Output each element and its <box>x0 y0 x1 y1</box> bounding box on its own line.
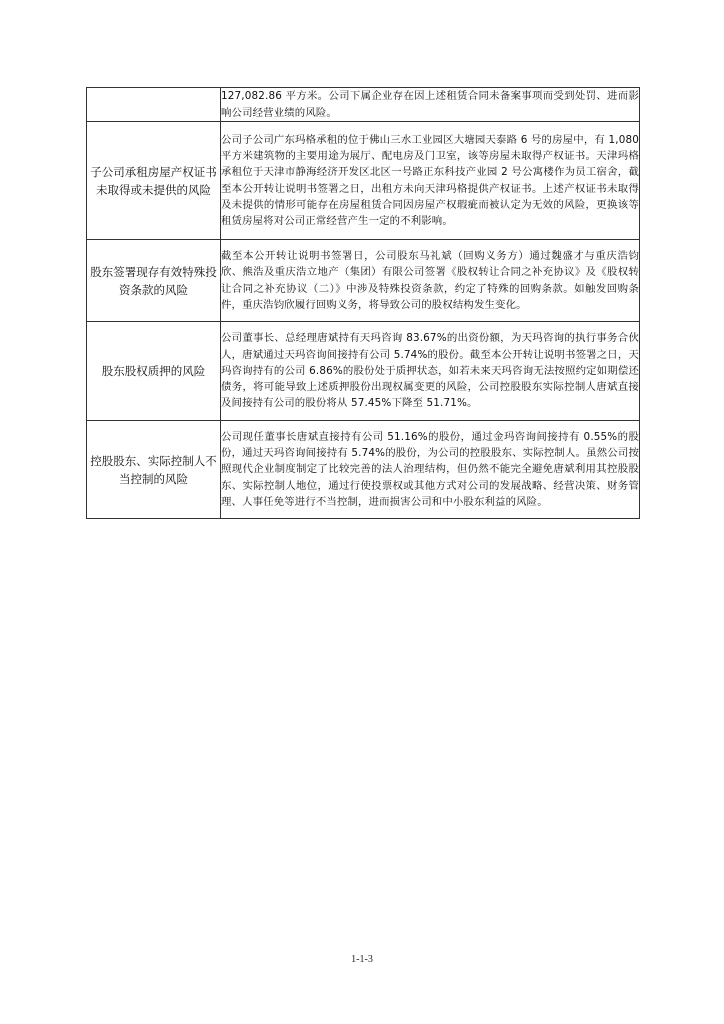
risk-name-cell: 股东签署现存有效特殊投资条款的风险 <box>87 240 221 322</box>
risk-name-cell: 子公司承租房屋产权证书未取得或未提供的风险 <box>87 122 221 240</box>
risk-description-cell: 公司董事长、总经理唐斌持有天玛咨询 83.67%的出资份额，为天玛咨询的执行事务合伙人，唐斌通过天玛咨询间接持有公司 5.74%的股份。截至本公开转让说明书签署之日，天玛咨询持有的公司 6.86%的股份处于质押状态，如若未来天玛咨询无法按照约定如期偿还债务，将可能导致上述质押股份出现权属变更的风险，公司控股股东实际控制人唐斌直接及间接持有公司的股份将从 57.45%下降至 51.71%。 <box>221 322 640 421</box>
risk-description-cell: 公司子公司广东玛格承租的位于佛山三水工业园区大塘园天泰路 6 号的房屋中，有 1,080 平方米建筑物的主要用途为展厅、配电房及门卫室，该等房屋未取得产权证书。天津玛格承租位于天津市静海经济开发区北区一号路正东科技产业园 2 号公寓楼作为员工宿舍，截至本公开转让说明书签署之日，出租方未向天津玛格提供产权证书。上述产权证书未取得及未提供的情形可能存在房屋租赁合同因房屋产权瑕疵而被认定为无效的风险，更换该等租赁房屋将对公司正常经营产生一定的不利影响。 <box>221 122 640 240</box>
risk-description-cell: 截至本公开转让说明书签署日，公司股东马礼斌（回购义务方）通过魏盛才与重庆浩钧欣、熊浩及重庆浩立地产（集团）有限公司签署《股权转让合同之补充协议》及《股权转让合同之补充协议（二）》中涉及特殊投资条款，约定了特殊的回购条款。如触发回购条件，重庆浩钧欣履行回购义务，将导致公司的股权结构发生变化。 <box>221 240 640 322</box>
table-row <box>87 421 640 519</box>
risk-factor-table <box>86 87 640 519</box>
risk-name-cell: 控股股东、实际控制人不当控制的风险 <box>87 421 221 519</box>
risk-name-cell <box>87 88 221 122</box>
table-row <box>87 88 640 122</box>
risk-name-cell: 股东股权质押的风险 <box>87 322 221 421</box>
risk-description-cell: 127,082.86 平方米。公司下属企业存在因上述租赁合同未备案事项而受到处罚、进而影响公司经营业绩的风险。 <box>221 88 640 122</box>
table-row <box>87 122 640 240</box>
table-row <box>87 322 640 421</box>
page-number: 1-1-3 <box>351 954 373 965</box>
risk-description-cell: 公司现任董事长唐斌直接持有公司 51.16%的股份，通过金玛咨询间接持有 0.55%的股份，通过天玛咨询间接持有 5.74%的股份，为公司的控股股东、实际控制人。虽然公司按照现代企业制度制定了比较完善的法人治理结构，但仍然不能完全避免唐斌利用其控股股东、实际控制人地位，通过行使投票权或其他方式对公司的发展战略、经营决策、财务管理、人事任免等进行不当控制，进而损害公司和中小股东利益的风险。 <box>221 421 640 519</box>
table-row <box>87 240 640 322</box>
